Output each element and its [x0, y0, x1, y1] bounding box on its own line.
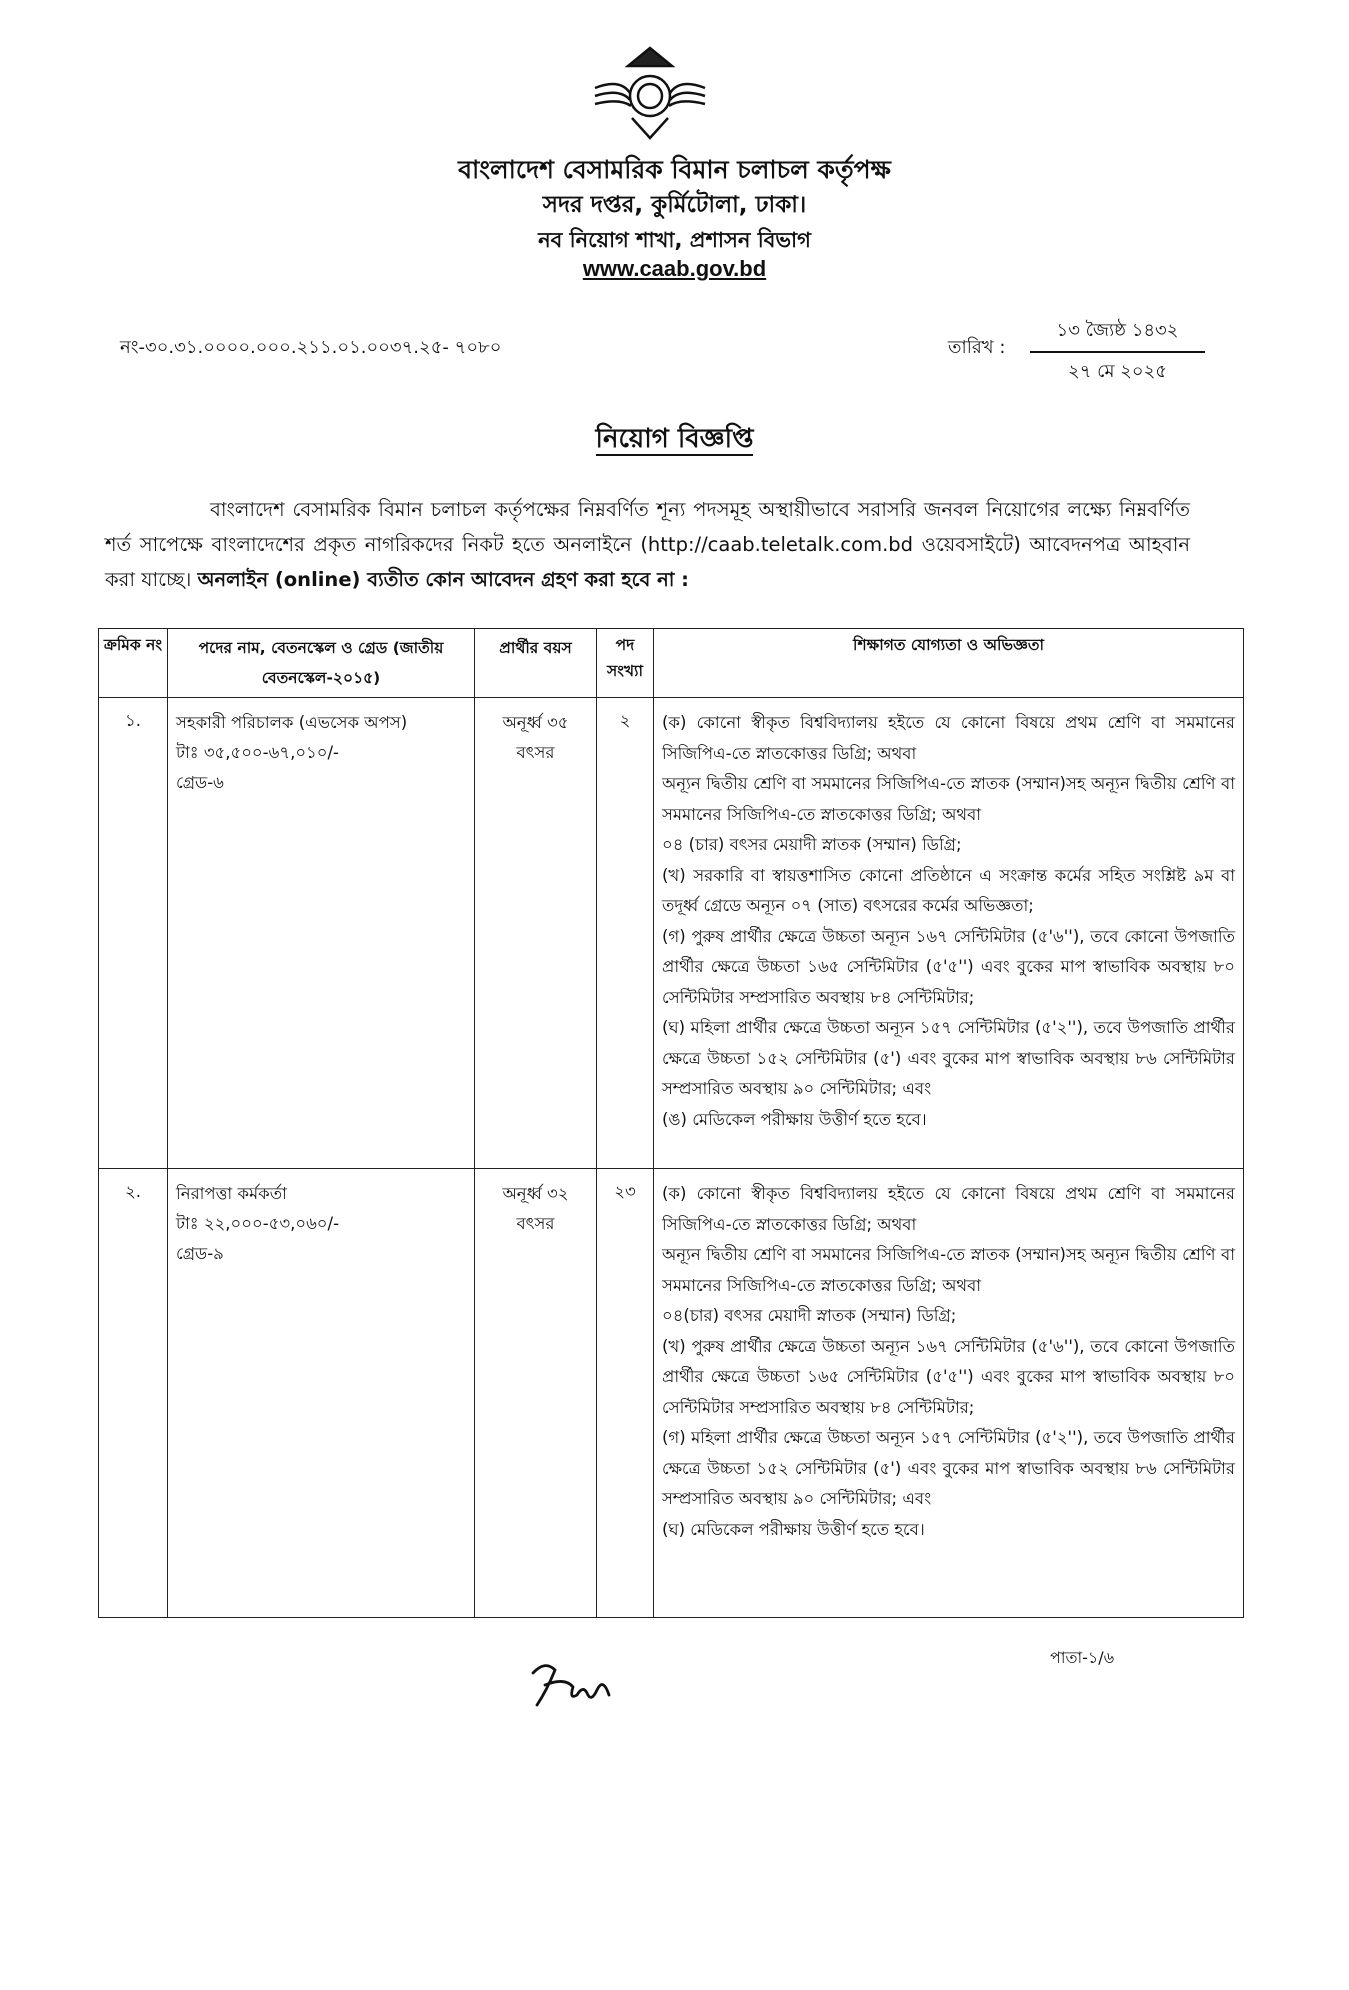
qualification-line: (খ) সরকারি বা স্বায়ত্তশাসিত কোনো প্রতিষ্ঠানে এ সংক্রান্ত কর্মের সহিত সংশ্লিষ্ট ৯ম বা তদূর্ধ্ব গ্রেডে অন্যূন ০৭ (সাত) বৎসরের কর্মের অভিজ্ঞতা;: [662, 865, 1235, 915]
qualification-line: (ঘ) মেডিকেল পরীক্ষায় উত্তীর্ণ হতে হবে।: [662, 1519, 925, 1539]
memo-number: নং-৩০.৩১.০০০০.০০০.২১১.০১.০০৩৭.২৫- ৭০৮০: [120, 337, 502, 358]
qualification-line: (ক) কোনো স্বীকৃত বিশ্ববিদ্যালয় হইতে যে কোনো বিষয়ে প্রথম শ্রেণি বা সমমানের সিজিপিএ-তে স্নাতকোত্তর ডিগ্রি; অথবা: [662, 713, 1235, 763]
section-name: নব নিয়োগ শাখা, প্রশাসন বিভাগ: [538, 228, 811, 252]
date-english: ২৭ মে ২০২৫: [1068, 361, 1167, 382]
page-number: পাতা-১/৬: [1050, 1648, 1115, 1667]
qualification-line: ০৪(চার) বৎসর মেয়াদী স্নাতক (সম্মান) ডিগ্রি;: [662, 1306, 957, 1325]
cell-serial: ১.: [99, 698, 168, 1169]
cell-post: [168, 698, 475, 1169]
post-name: নিরাপত্তা কর্মকর্তা: [176, 1184, 287, 1203]
table-row: [99, 698, 1244, 1169]
qualification-line: (খ) পুরুষ প্রার্থীর ক্ষেত্রে উচ্চতা অন্যূন ১৬৭ সেন্টিমিটার (৫'৬''), তবে কোনো উপজাতি প্রার্থীর ক্ষেত্রে উচ্চতা ১৬৫ সেন্টিমিটার (৫'৫'') এবং বুকের মাপ স্বাভাবিক অবস্থায় ৮০ সেন্টিমিটার সম্প্রসারিত অবস্থায় ৮৪ সেন্টিমিটার;: [662, 1336, 1235, 1417]
qualification-line: (গ) মহিলা প্রার্থীর ক্ষেত্রে উচ্চতা অন্যূন ১৫৭ সেন্টিমিটার (৫'২''), তবে উপজাতি প্রার্থীর ক্ষেত্রে উচ্চতা ১৫২ সেন্টিমিটার (৫') এবং বুকের মাপ স্বাভাবিক অবস্থায় ৮৬ সেন্টিমিটার সম্প্রসারিত অবস্থায় ৯০ সেন্টিমিটার; এবং: [662, 1428, 1236, 1508]
qualification-line: (ঙ) মেডিকেল পরীক্ষায় উত্তীর্ণ হতে হবে।: [662, 1109, 927, 1129]
grade: গ্রেড-৯: [176, 1244, 224, 1263]
signature: [525, 1655, 615, 1715]
intro-text: বাংলাদেশ বেসামরিক বিমান চলাচল কর্তৃপক্ষের নিম্নবর্ণিত শূন্য পদসমূহ অস্থায়ীভাবে সরাসরি জনবল নিয়োগের লক্ষ্যে নিম্নবর্ণিত শর্ত সাপেক্ষে বাংলাদেশের প্রকৃত নাগরিকদের নিকট হতে অনলাইনে (http://caab.teletalk.com.bd ওয়েবসাইটে) আবেদনপত্র আহবান করা যাচ্ছে।: [105, 498, 1190, 591]
header-post: পদের নাম, বেতনস্কেল ও গ্রেড (জাতীয় বেতনস্কেল-২০১৫): [168, 629, 475, 698]
intro-paragraph: [105, 492, 1190, 597]
cell-serial: ২.: [99, 1169, 168, 1618]
qualification-line: ০৪ (চার) বৎসর মেয়াদী স্নাতক (সম্মান) ডিগ্রি;: [662, 835, 962, 854]
office-address: সদর দপ্তর, কুর্মিটোলা, ঢাকা।: [542, 192, 807, 218]
date-box: [1030, 316, 1205, 388]
qualification-line: অন্যূন দ্বিতীয় শ্রেণি বা সমমানের সিজিপিএ-তে স্নাতক (সম্মান)সহ অন্যূন দ্বিতীয় শ্রেণি বা সমমানের সিজিপিএ-তে স্নাতকোত্তর ডিগ্রি; অথবা: [662, 774, 1235, 824]
qualification-line: (ক) কোনো স্বীকৃত বিশ্ববিদ্যালয় হইতে যে কোনো বিষয়ে প্রথম শ্রেণি বা সমমানের সিজিপিএ-তে স্নাতকোত্তর ডিগ্রি; অথবা: [662, 1184, 1235, 1234]
cell-post: [168, 1169, 475, 1618]
cell-count: ২৩: [597, 1169, 654, 1618]
website-link[interactable]: www.caab.gov.bd: [582, 256, 767, 281]
cell-count: ২: [597, 698, 654, 1169]
caab-emblem-logo: [590, 38, 710, 148]
grade: গ্রেড-৬: [176, 773, 224, 792]
date-label: তারিখ :: [948, 337, 1006, 358]
header-qualification: শিক্ষাগত যোগ্যতা ও অভিজ্ঞতা: [654, 629, 1244, 698]
notice-title-text: নিয়োগ বিজ্ঞপ্তি: [595, 424, 754, 454]
cell-qualification: [654, 1169, 1244, 1618]
pay-scale: টাঃ ৩৫,৫০০-৬৭,০১০/-: [176, 743, 339, 762]
cell-age: অনূর্ধ্ব ৩২ বৎসর: [475, 1169, 597, 1618]
table-header-row: [99, 629, 1244, 698]
posts-table: [98, 628, 1244, 1618]
header-age: প্রার্থীর বয়স: [475, 629, 597, 698]
pay-scale: টাঃ ২২,০০০-৫৩,০৬০/-: [176, 1214, 340, 1233]
post-name: সহকারী পরিচালক (এভসেক অপস): [176, 713, 408, 732]
qualification-line: অন্যূন দ্বিতীয় শ্রেণি বা সমমানের সিজিপিএ-তে স্নাতক (সম্মান)সহ অন্যূন দ্বিতীয় শ্রেণি বা সমমানের সিজিপিএ-তে স্নাতকোত্তর ডিগ্রি; অথবা: [662, 1245, 1235, 1295]
date-bangla: ১৩ জ্যৈষ্ঠ ১৪৩২: [1030, 316, 1205, 353]
notice-title: [0, 418, 1349, 462]
header-serial: ক্রমিক নং: [99, 629, 168, 698]
intro-bold-warning: অনলাইন (online) ব্যতীত কোন আবেদন গ্রহণ করা হবে না :: [197, 568, 689, 591]
table-row: [99, 1169, 1244, 1618]
header-count: পদ সংখ্যা: [597, 629, 654, 698]
cell-age: অনূর্ধ্ব ৩৫ বৎসর: [475, 698, 597, 1169]
qualification-line: (গ) পুরুষ প্রার্থীর ক্ষেত্রে উচ্চতা অন্যূন ১৬৭ সেন্টিমিটার (৫'৬''), তবে কোনো উপজাতি প্রার্থীর ক্ষেত্রে উচ্চতা ১৬৫ সেন্টিমিটার (৫'৫'') এবং বুকের মাপ স্বাভাবিক অবস্থায় ৮০ সেন্টিমিটার সম্প্রসারিত অবস্থায় ৮৪ সেন্টিমিটার;: [662, 926, 1235, 1007]
cell-qualification: [654, 698, 1244, 1169]
organization-name: বাংলাদেশ বেসামরিক বিমান চলাচল কর্তৃপক্ষ: [458, 155, 891, 184]
qualification-line: (ঘ) মহিলা প্রার্থীর ক্ষেত্রে উচ্চতা অন্যূন ১৫৭ সেন্টিমিটার (৫'২''), তবে উপজাতি প্রার্থীর ক্ষেত্রে উচ্চতা ১৫২ সেন্টিমিটার (৫') এবং বুকের মাপ স্বাভাবিক অবস্থায় ৮৬ সেন্টিমিটার সম্প্রসারিত অবস্থায় ৯০ সেন্টিমিটার; এবং: [662, 1018, 1236, 1098]
